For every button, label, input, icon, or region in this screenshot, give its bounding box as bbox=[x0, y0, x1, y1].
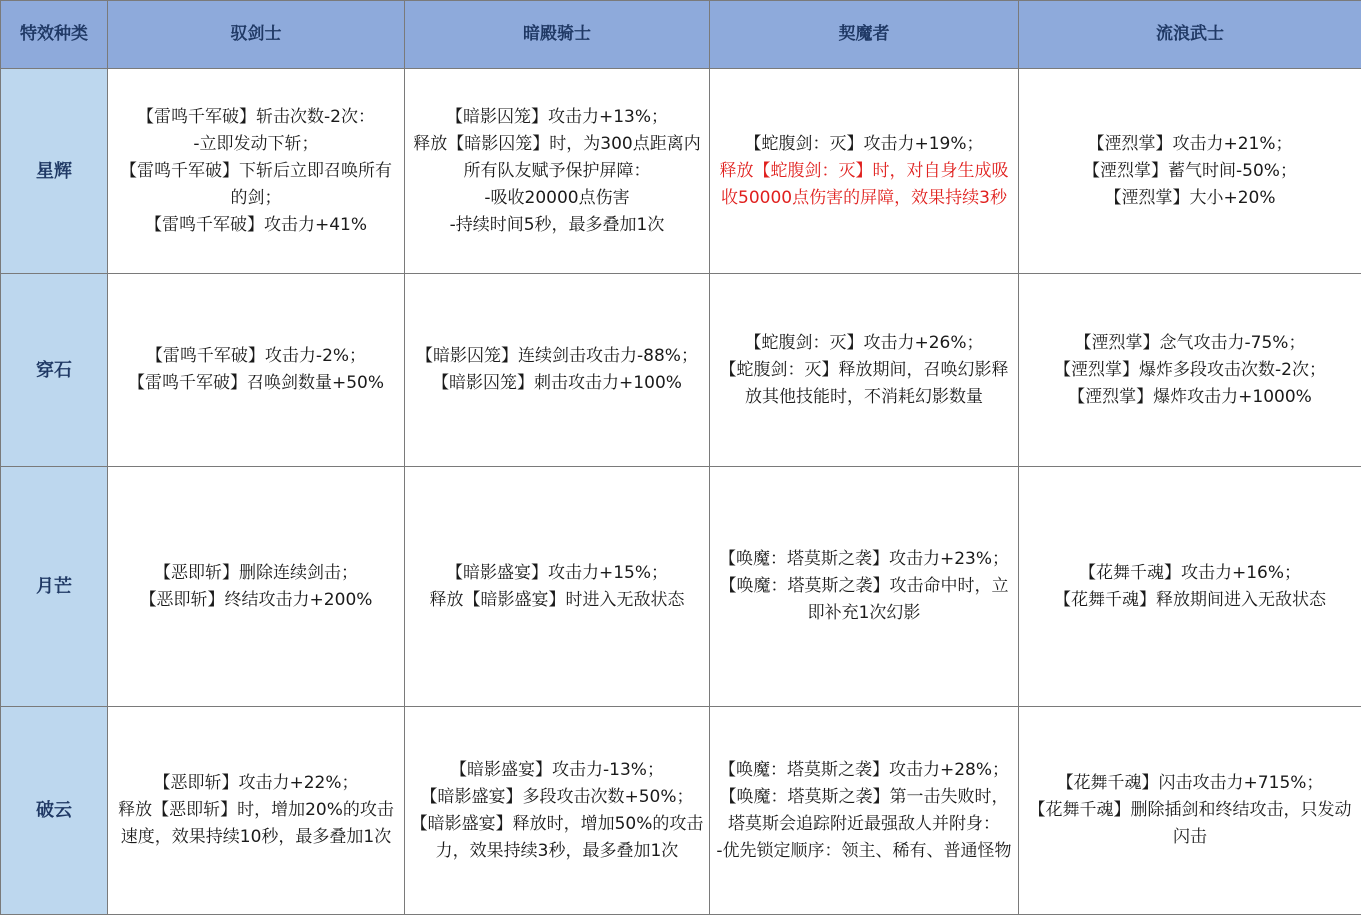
effect-line: 【花舞千魂】攻击力+16%； bbox=[1078, 562, 1302, 583]
row-label: 月芒 bbox=[1, 467, 108, 707]
effect-line: -立即发动下斩； bbox=[193, 133, 319, 154]
effect-line: 【湮烈掌】念气攻击力-75%； bbox=[1074, 332, 1306, 353]
row-label: 星辉 bbox=[1, 69, 108, 274]
effect-cell bbox=[710, 467, 1019, 707]
effect-line: -吸收20000点伤害 bbox=[484, 187, 630, 208]
effect-cell bbox=[108, 69, 405, 274]
effect-line: 【暗影囚笼】连续剑击攻击力-88%； bbox=[416, 346, 698, 366]
header-warlock: 契魔者 bbox=[710, 1, 1019, 69]
effect-line: 【蛇腹剑：灭】攻击力+19%； bbox=[744, 133, 984, 154]
effect-line: 【湮烈掌】攻击力+21%； bbox=[1087, 133, 1293, 154]
header-row bbox=[1, 1, 1361, 69]
effect-line: -持续时间5秒，最多叠加1次 bbox=[449, 214, 665, 235]
table-row bbox=[1, 467, 1361, 707]
effect-line: 【唤魔：塔莫斯之袭】攻击命中时，立即补充1次幻影 bbox=[719, 576, 1009, 623]
effect-cell bbox=[108, 707, 405, 915]
header-wandering-samurai: 流浪武士 bbox=[1019, 1, 1361, 69]
effect-line: 【唤魔：塔莫斯之袭】攻击力+23%； bbox=[718, 549, 1010, 569]
effect-line: 【雷鸣千军破】攻击力-2%； bbox=[145, 346, 367, 366]
effect-cell bbox=[1019, 274, 1361, 467]
table-row bbox=[1, 274, 1361, 467]
effect-line: 【唤魔：塔莫斯之袭】第一击失败时，塔莫斯会追踪附近最强敌人并附身： bbox=[719, 786, 1009, 834]
row-label: 破云 bbox=[1, 707, 108, 915]
effect-cell bbox=[405, 467, 710, 707]
effect-cell bbox=[405, 707, 710, 915]
effect-line: 【暗影盛宴】攻击力+15%； bbox=[445, 562, 669, 583]
effect-line: 【花舞千魂】闪击攻击力+715%； bbox=[1056, 773, 1324, 793]
effect-line: 【恶即斩】攻击力+22%； bbox=[153, 773, 359, 793]
header-dark-knight: 暗殿骑士 bbox=[405, 1, 710, 69]
effect-cell bbox=[1019, 707, 1361, 915]
effect-cell bbox=[108, 274, 405, 467]
effect-line: 【花舞千魂】释放期间进入无敌状态 bbox=[1054, 589, 1326, 610]
row-label: 穿石 bbox=[1, 274, 108, 467]
effect-line: -优先锁定顺序：领主、稀有、普通怪物 bbox=[716, 840, 1012, 861]
effect-cell bbox=[710, 707, 1019, 915]
effect-line: 【雷鸣千军破】斩击次数-2次： bbox=[137, 106, 375, 127]
effect-cell bbox=[710, 274, 1019, 467]
effect-cell bbox=[710, 69, 1019, 274]
effect-line: 释放【暗影盛宴】时进入无敌状态 bbox=[429, 589, 685, 610]
effect-line: 【恶即斩】删除连续剑击； bbox=[154, 562, 358, 583]
header-sword-master: 驭剑士 bbox=[108, 1, 405, 69]
effect-line: 【雷鸣千军破】下斩后立即召唤所有的剑； bbox=[120, 160, 392, 208]
effect-line: 【恶即斩】终结攻击力+200% bbox=[139, 589, 373, 610]
effect-line: 【花舞千魂】删除插剑和终结攻击，只发动闪击 bbox=[1028, 800, 1352, 847]
effect-line: 【湮烈掌】爆炸多段攻击次数-2次； bbox=[1054, 359, 1326, 380]
header-effect-type: 特效种类 bbox=[1, 1, 108, 69]
effect-line: 释放【暗影囚笼】时，为300点距离内所有队友赋予保护屏障： bbox=[413, 133, 701, 181]
effect-line: 【唤魔：塔莫斯之袭】攻击力+28%； bbox=[718, 759, 1010, 780]
table-row bbox=[1, 69, 1361, 274]
table-row bbox=[1, 707, 1361, 915]
effect-line: 【暗影盛宴】多段攻击次数+50%； bbox=[420, 786, 694, 807]
effect-cell bbox=[1019, 467, 1361, 707]
effect-line: 【暗影囚笼】攻击力+13%； bbox=[445, 106, 669, 127]
effect-line: 【蛇腹剑：灭】释放期间，召唤幻影释放其他技能时，不消耗幻影数量 bbox=[719, 359, 1009, 407]
highlighted-effect-line: 释放【蛇腹剑：灭】时，对自身生成吸收50000点伤害的屏障，效果持续3秒 bbox=[719, 160, 1009, 208]
effect-line: 【湮烈掌】大小+20% bbox=[1104, 187, 1276, 208]
effect-cell bbox=[405, 69, 710, 274]
effect-line: 【蛇腹剑：灭】攻击力+26%； bbox=[744, 332, 984, 353]
effect-line: 【雷鸣千军破】攻击力+41% bbox=[144, 214, 368, 235]
effect-line: 【暗影盛宴】释放时，增加50%的攻击力，效果持续3秒，最多叠加1次 bbox=[410, 813, 704, 861]
effect-line: 【湮烈掌】蓄气时间-50%； bbox=[1083, 160, 1297, 181]
effect-cell bbox=[108, 467, 405, 707]
effect-line: 【雷鸣千军破】召唤剑数量+50% bbox=[127, 373, 385, 393]
effect-cell bbox=[405, 274, 710, 467]
effect-line: 释放【恶即斩】时，增加20%的攻击速度，效果持续10秒，最多叠加1次 bbox=[118, 800, 394, 847]
effect-cell bbox=[1019, 69, 1361, 274]
effect-line: 【湮烈掌】爆炸攻击力+1000% bbox=[1068, 386, 1312, 407]
effect-line: 【暗影囚笼】刺击攻击力+100% bbox=[432, 373, 682, 393]
effect-line: 【暗影盛宴】攻击力-13%； bbox=[450, 759, 664, 780]
